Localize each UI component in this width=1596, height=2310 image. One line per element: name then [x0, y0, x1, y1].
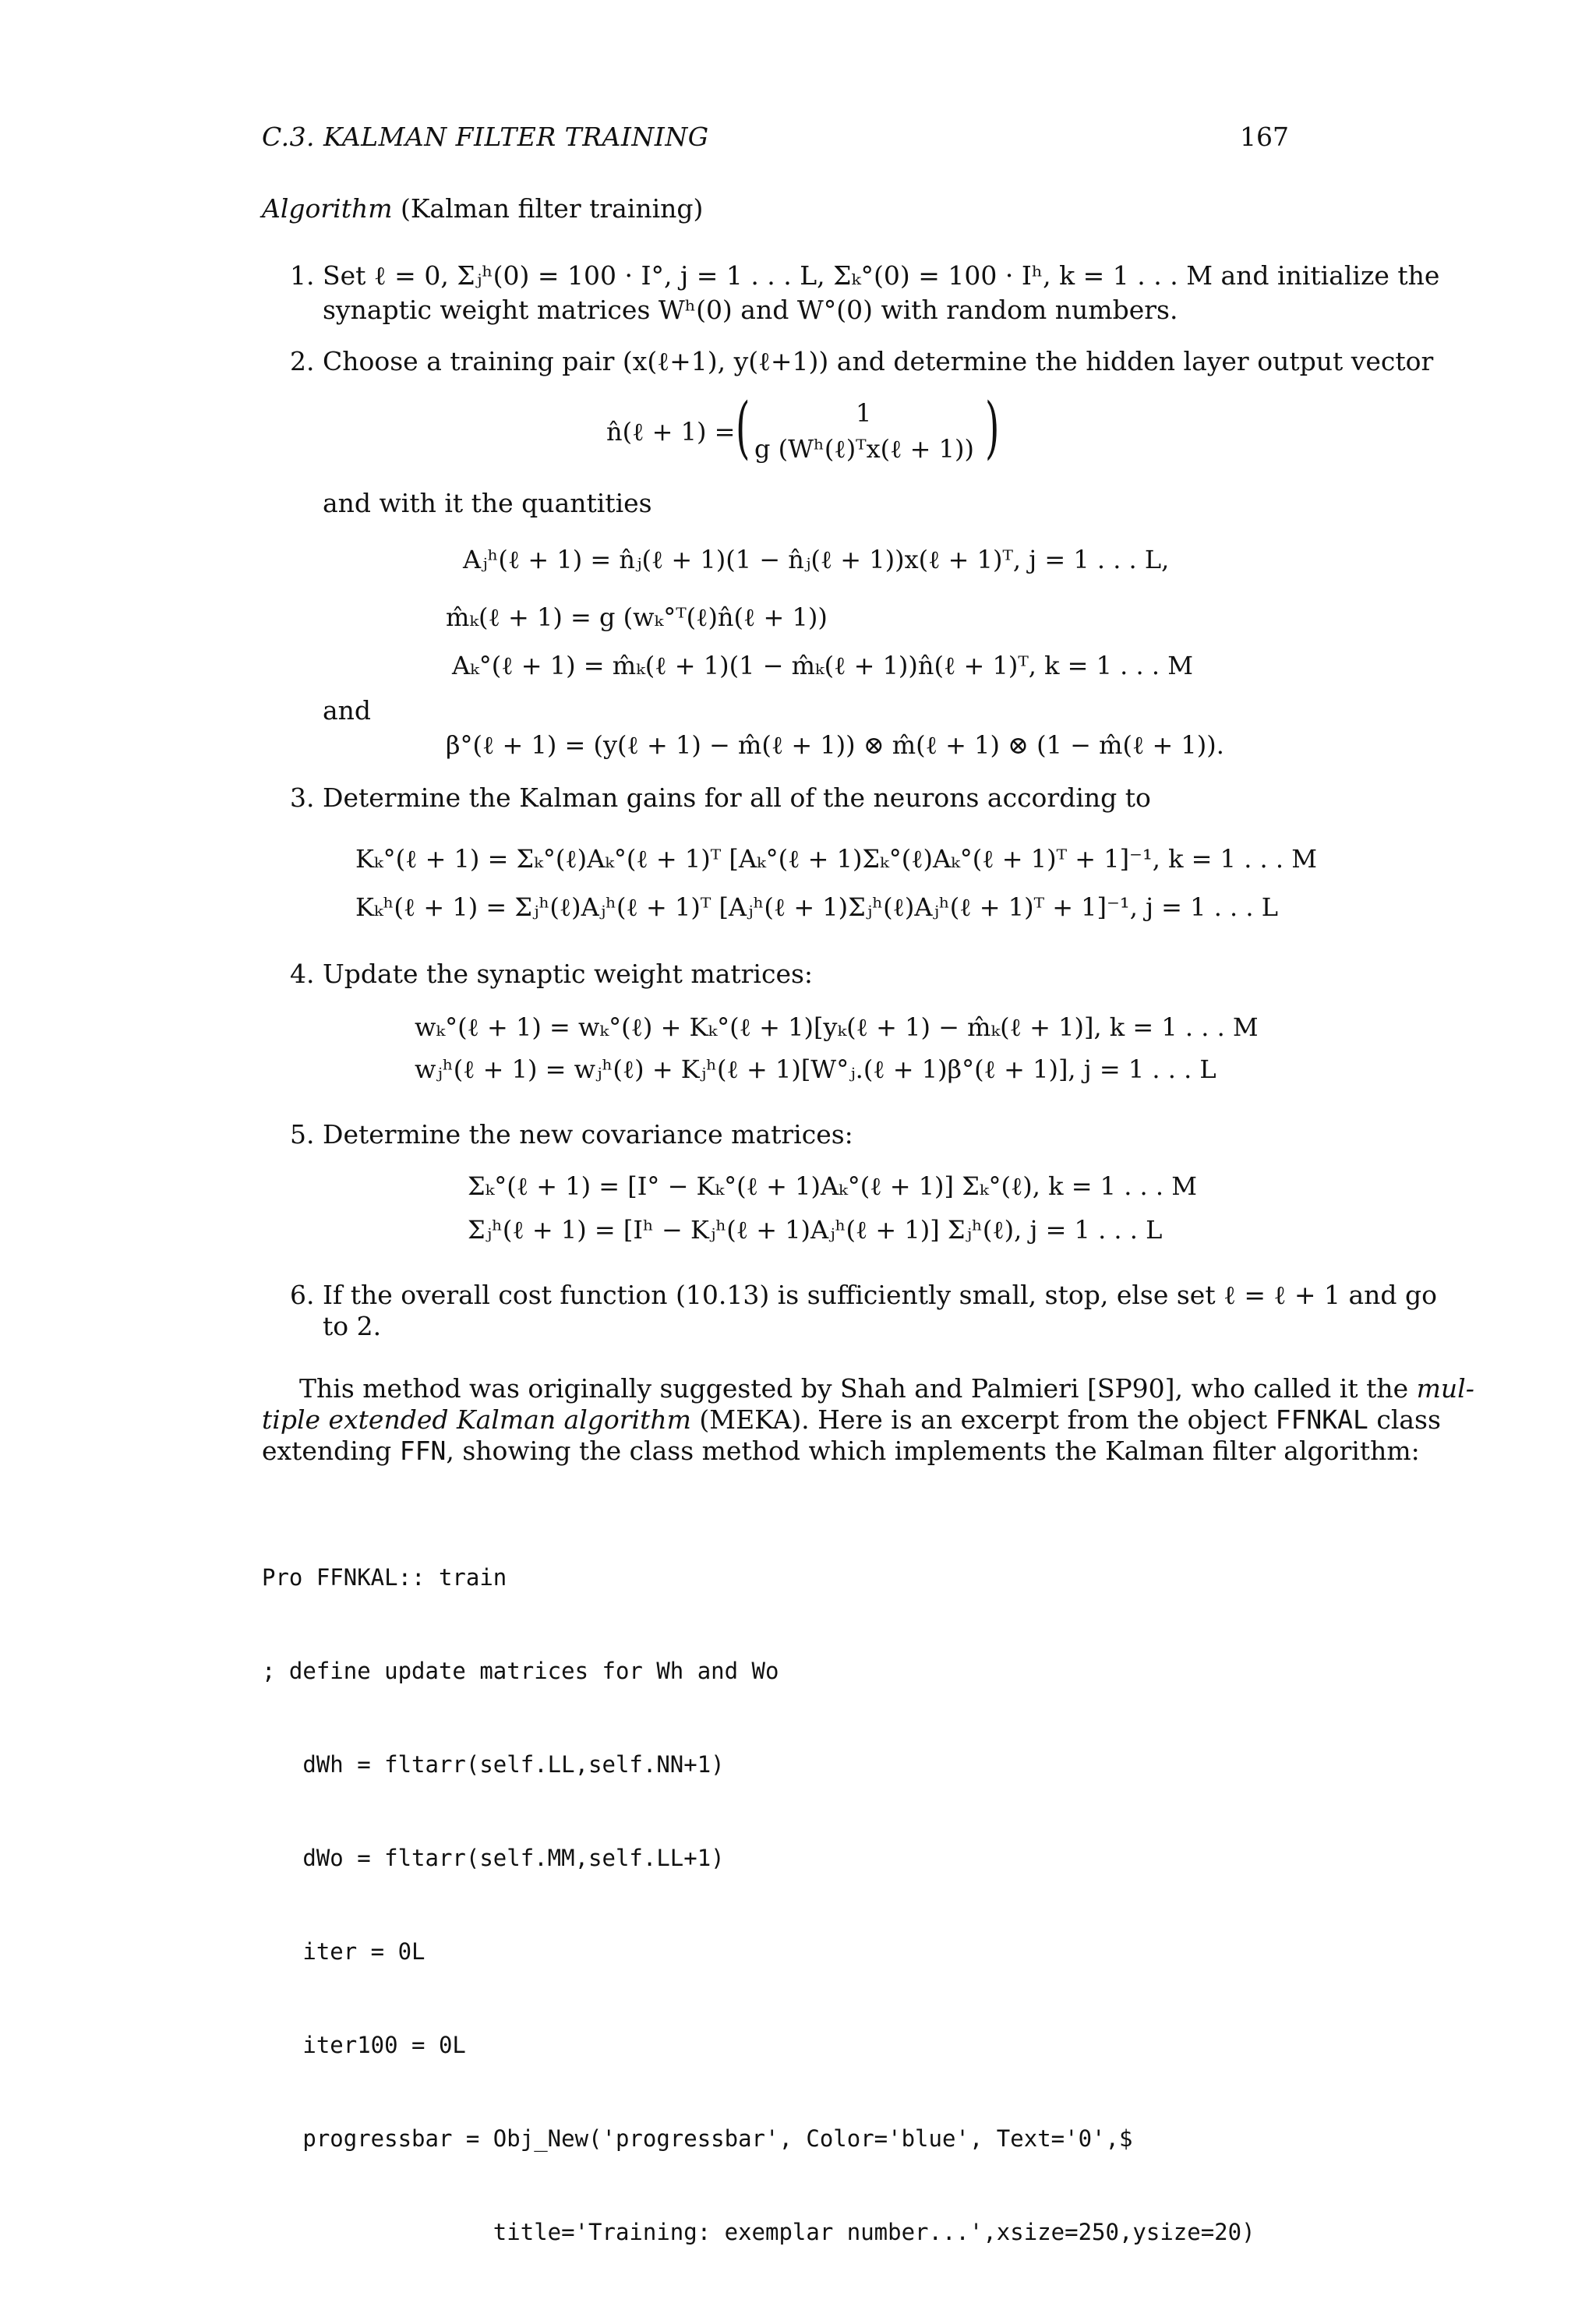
page-header: [262, 122, 1289, 161]
left-paren: (: [736, 389, 750, 467]
step-4-line-1: Update the synaptic weight matrices:: [323, 959, 814, 989]
eq-A-h: Aⱼʰ(ℓ + 1) = n̂ⱼ(ℓ + 1)(1 − n̂ⱼ(ℓ + 1))x(ℓ + 1)ᵀ, j = 1 . . . L,: [463, 545, 1170, 574]
eq-K-o: Kₖ°(ℓ + 1) = Σₖ°(ℓ)Aₖ°(ℓ + 1)ᵀ [Aₖ°(ℓ + 1)Σₖ°(ℓ)Aₖ°(ℓ + 1)ᵀ + 1]⁻¹, k = 1 . . . M: [355, 844, 1317, 874]
code-line: dWh = fltarr(self.LL,self.NN+1): [262, 1751, 725, 1778]
paragraph-line-2: [262, 1404, 1441, 1436]
step-2-number: 2.: [290, 346, 315, 376]
n-hat-lhs: n̂(ℓ + 1) =: [606, 417, 736, 447]
step-5-line-1: Determine the new covariance matrices:: [323, 1119, 853, 1150]
eq-w-h: wⱼʰ(ℓ + 1) = wⱼʰ(ℓ) + Kⱼʰ(ℓ + 1)[W°ⱼ.(ℓ + 1)β°(ℓ + 1)], j = 1 . . . L: [415, 1054, 1216, 1084]
step-6-line-1: If the overall cost function (10.13) is sufficiently small, stop, else set ℓ = ℓ + 1 and go: [323, 1280, 1437, 1310]
step-1-line-1: Set ℓ = 0, Σⱼʰ(0) = 100 · I°, j = 1 . . . L, Σₖ°(0) = 100 · Iʰ, k = 1 . . . M and initialize the: [323, 260, 1440, 291]
algorithm-title: [262, 193, 703, 224]
eq-A-o: Aₖ°(ℓ + 1) = m̂ₖ(ℓ + 1)(1 − m̂ₖ(ℓ + 1))n̂(ℓ + 1)ᵀ, k = 1 . . . M: [452, 651, 1193, 680]
algorithm-title-italic: Algorithm: [262, 193, 393, 224]
code-line: ; define update matrices for Wh and Wo: [262, 1658, 779, 1684]
paragraph-line-1: [299, 1373, 1474, 1404]
step-2-line-1: Choose a training pair (x(ℓ+1), y(ℓ+1)) and determine the hidden layer output vector: [323, 346, 1434, 376]
paragraph-italic: tiple extended Kalman algorithm: [262, 1404, 691, 1435]
code-line: iter = 0L: [262, 1938, 425, 1965]
step-3-number: 3.: [290, 782, 315, 813]
step-6-number: 6.: [290, 1280, 315, 1310]
code-line: dWo = fltarr(self.MM,self.LL+1): [262, 1845, 725, 1871]
paragraph-code: FFNKAL: [1275, 1404, 1368, 1435]
step-5-number: 5.: [290, 1119, 315, 1150]
page-number: 167: [1240, 122, 1289, 152]
paragraph-text: , showing the class method which implements the Kalman filter algorithm:: [446, 1436, 1420, 1466]
paragraph-text: (MEKA). Here is an excerpt from the object: [690, 1404, 1276, 1435]
right-paren: ): [985, 389, 1000, 467]
step-3-line-1: Determine the Kalman gains for all of the neurons according to: [323, 782, 1151, 813]
paragraph-text: This method was originally suggested by Shah and Palmieri [SP90], who called it the: [299, 1373, 1417, 1404]
step-6-line-2: to 2.: [323, 1311, 382, 1341]
step-1-line-2: synaptic weight matrices Wʰ(0) and W°(0) with random numbers.: [323, 295, 1178, 325]
step-4-number: 4.: [290, 959, 315, 989]
eq-sigma-h: Σⱼʰ(ℓ + 1) = [Iʰ − Kⱼʰ(ℓ + 1)Aⱼʰ(ℓ + 1)] Σⱼʰ(ℓ), j = 1 . . . L: [468, 1215, 1163, 1245]
code-line: iter100 = 0L: [262, 2032, 466, 2058]
code-line: progressbar = Obj_New('progressbar', Color='blue', Text='0',$: [262, 2125, 1133, 2152]
paragraph-line-3: [262, 1436, 1420, 1467]
step-1-number: 1.: [290, 260, 315, 291]
running-title: C.3. KALMAN FILTER TRAINING: [262, 122, 709, 152]
paragraph-italic: mul-: [1416, 1373, 1474, 1404]
n-hat-bottom: g (Wʰ(ℓ)ᵀx(ℓ + 1)): [754, 434, 974, 464]
paragraph-text: extending: [262, 1436, 400, 1466]
eq-sigma-o: Σₖ°(ℓ + 1) = [I° − Kₖ°(ℓ + 1)Aₖ°(ℓ + 1)] Σₖ°(ℓ), k = 1 . . . M: [468, 1171, 1197, 1201]
eq-beta: β°(ℓ + 1) = (y(ℓ + 1) − m̂(ℓ + 1)) ⊗ m̂(ℓ + 1) ⊗ (1 − m̂(ℓ + 1)).: [446, 730, 1224, 760]
paragraph-code: FFN: [399, 1436, 447, 1466]
eq-m-hat: m̂ₖ(ℓ + 1) = g (wₖ°ᵀ(ℓ)n̂(ℓ + 1)): [446, 602, 828, 632]
code-line: title='Training: exemplar number...',xsize=250,ysize=20): [262, 2219, 1255, 2245]
n-hat-top: 1: [856, 398, 872, 428]
text-and-with: and with it the quantities: [323, 488, 652, 518]
eq-w-o: wₖ°(ℓ + 1) = wₖ°(ℓ) + Kₖ°(ℓ + 1)[yₖ(ℓ + 1) − m̂ₖ(ℓ + 1)], k = 1 . . . M: [415, 1012, 1259, 1042]
eq-K-h: Kₖʰ(ℓ + 1) = Σⱼʰ(ℓ)Aⱼʰ(ℓ + 1)ᵀ [Aⱼʰ(ℓ + 1)Σⱼʰ(ℓ)Aⱼʰ(ℓ + 1)ᵀ + 1]⁻¹, j = 1 . . . L: [355, 892, 1278, 922]
algorithm-title-rest: (Kalman filter training): [392, 193, 704, 224]
code-line: Pro FFNKAL:: train: [262, 1564, 507, 1591]
paragraph-text: class: [1368, 1404, 1441, 1435]
text-and: and: [323, 695, 372, 726]
code-listing: [262, 1499, 1255, 2310]
